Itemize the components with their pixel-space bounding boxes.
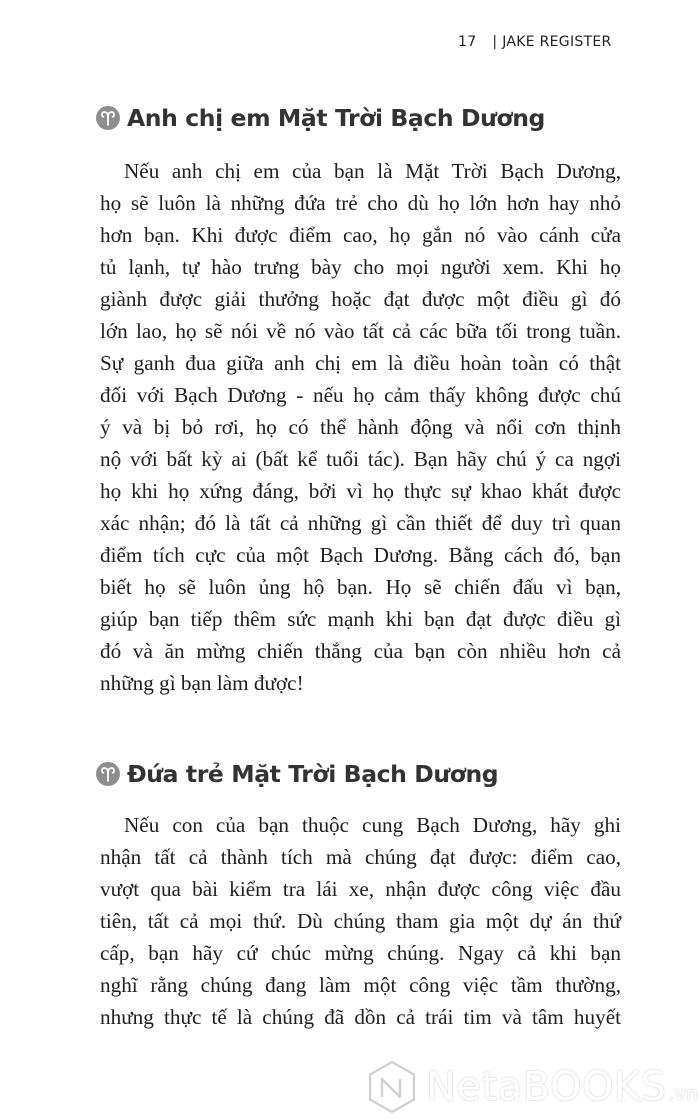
text-line: biết họ sẽ luôn ủng hộ bạn. Họ sẽ chiến đấu vì bạn,	[100, 575, 621, 599]
author-name: | JAKE REGISTER	[492, 34, 612, 50]
text-line: điểm tích cực của một Bạch Dương. Bằng cách đó, bạn	[100, 543, 621, 567]
page-number: 17	[458, 34, 477, 50]
text-line: tủ lạnh, tự hào trưng bày cho mọi người xem. Khi họ	[100, 255, 621, 279]
text-line: giành được giải thưởng hoặc đạt được một điều gì đó	[100, 287, 621, 311]
text-line: Sự ganh đua giữa anh chị em là điều hoàn toàn có thật	[100, 351, 621, 375]
text-line: vượt qua bài kiểm tra lái xe, nhận được công việc đầu	[100, 877, 621, 901]
text-line: Nếu anh chị em của bạn là Mặt Trời Bạch Dương,	[124, 159, 621, 183]
text-line: nghĩ rằng chúng đang làm một công việc tầm thường,	[100, 973, 621, 997]
text-line: lớn lao, họ sẽ nói về nó vào tất cả các bữa tối trong tuần.	[100, 319, 621, 343]
text-line: đó và ăn mừng chiến thắng của bạn còn nhiều hơn cả	[100, 639, 621, 663]
text-line: hơn bạn. Khi được điểm cao, họ gắn nó vào cánh cửa	[100, 223, 621, 247]
text-line: ý và bị bỏ rơi, họ có thể hành động và nổi cơn thịnh	[100, 415, 621, 439]
watermark-suffix: .vn	[668, 1083, 698, 1105]
text-line: nhận tất cả thành tích mà chúng đạt được: điểm cao,	[100, 845, 621, 869]
paragraph-siblings	[100, 155, 621, 699]
paragraph-child	[100, 809, 621, 1033]
netabooks-logo-icon	[366, 1059, 418, 1115]
text-line: những gì bạn làm được!	[100, 671, 304, 695]
text-line: tiên, tất cả mọi thứ. Dù chúng tham gia một dự án thứ	[100, 909, 621, 933]
text-line: Nếu con của bạn thuộc cung Bạch Dương, hãy ghi	[124, 813, 621, 837]
text-line: họ khi họ xứng đáng, bởi vì họ thực sự khao khát được	[100, 479, 621, 503]
watermark-brand: NetaBOOKS	[426, 1064, 667, 1110]
text-line: đối với Bạch Dương - nếu họ cảm thấy không được chú	[100, 383, 621, 407]
text-line: xác nhận; đó là tất cả những gì cần thiết để duy trì quan	[100, 511, 621, 535]
section-heading-child	[96, 756, 498, 792]
aries-zodiac-icon	[96, 762, 120, 786]
text-line: nộ với bất kỳ ai (bất kể tuổi tác). Bạn hãy chú ý ca ngợi	[100, 447, 621, 471]
section-heading-siblings	[96, 100, 545, 136]
text-line: cấp, bạn hãy cứ chúc mừng chúng. Ngay cả khi bạn	[100, 941, 621, 965]
text-line: họ sẽ luôn là những đứa trẻ cho dù họ lớn hơn hay nhỏ	[100, 191, 621, 215]
aries-zodiac-icon	[96, 106, 120, 130]
section-title: Anh chị em Mặt Trời Bạch Dương	[127, 104, 545, 132]
text-line: nhưng thực tế là chúng đã dồn cả trái tim và tâm huyết	[100, 1005, 621, 1029]
running-header	[458, 34, 658, 50]
text-line: giúp bạn tiếp thêm sức mạnh khi bạn đạt được điều gì	[100, 607, 621, 631]
section-title: Đứa trẻ Mặt Trời Bạch Dương	[127, 760, 499, 788]
netabooks-watermark	[366, 1058, 698, 1116]
